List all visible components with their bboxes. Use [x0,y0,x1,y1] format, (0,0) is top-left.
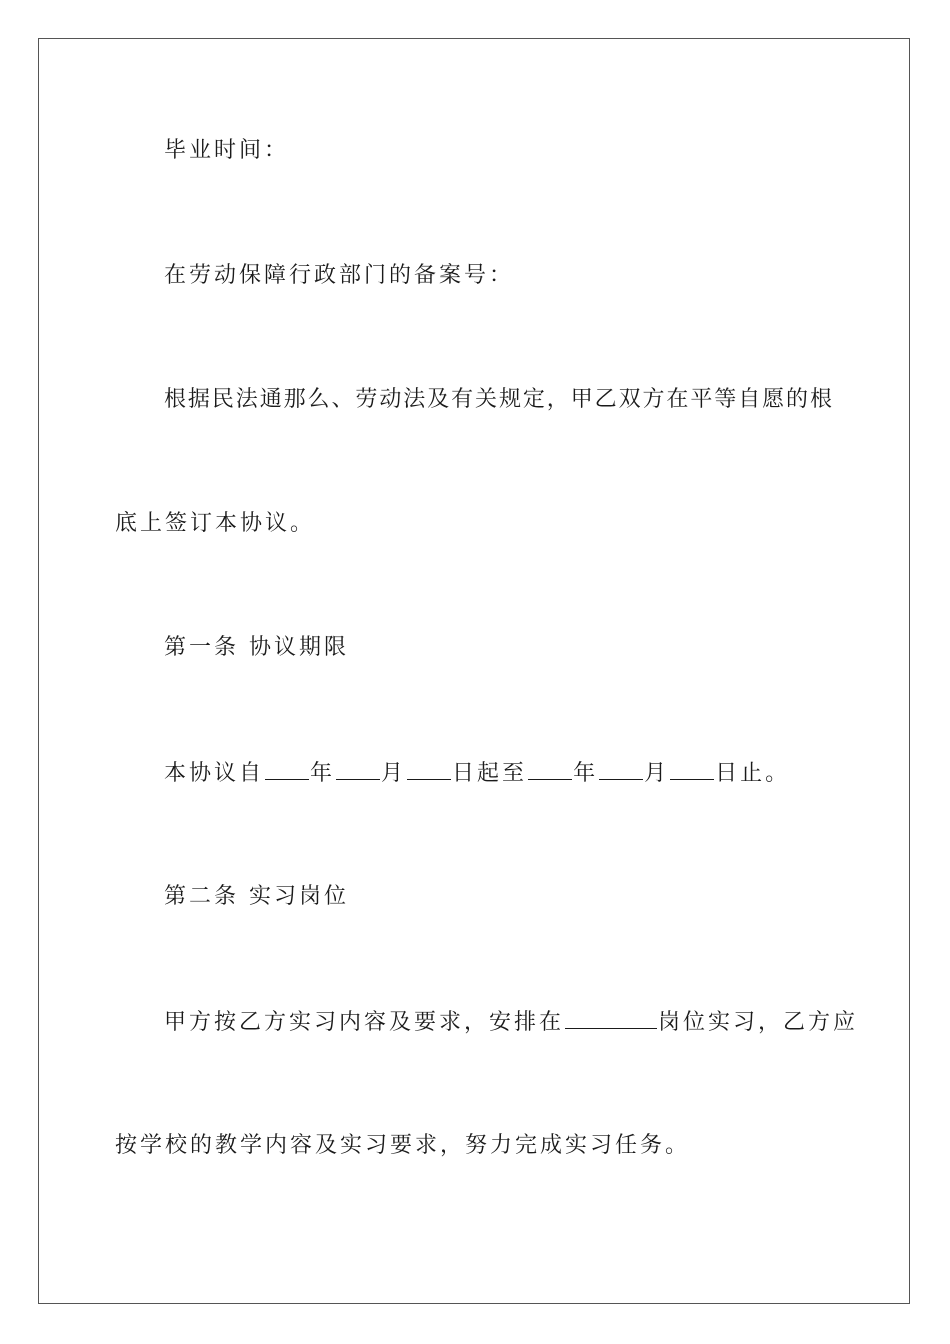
start-month-blank [336,759,380,780]
article-2-title: 实习岗位 [249,884,350,909]
preamble-line-1: 根据民法通那么、劳动法及有关规定，甲乙双方在平等自愿的根 [164,387,832,412]
term-day-2: 日止。 [715,761,791,786]
term-sentence [164,759,790,788]
term-year-1: 年 [310,761,336,786]
post-line-2: 按学校的教学内容及实习要求，努力完成实习任务。 [115,1133,691,1158]
post-line-1-prefix: 甲方按乙方实习内容及要求，安排在 [164,1010,565,1035]
term-prefix: 本协议自 [164,761,265,786]
post-line-1-suffix: 岗位实习，乙方应 [658,1010,859,1035]
start-year-blank [265,759,309,780]
post-line-1 [164,1008,858,1037]
article-1-number: 第一条 [164,635,240,660]
post-name-blank [565,1008,657,1029]
end-month-blank [599,759,643,780]
record-number-label: 在劳动保障行政部门的备案号： [164,263,515,288]
start-day-blank [407,759,451,780]
article-1-title: 协议期限 [249,635,350,660]
term-year-2: 年 [573,761,599,786]
page-frame [38,38,910,1304]
article-2-heading [164,883,349,911]
preamble-line-2: 底上签订本协议。 [115,511,316,536]
term-month-1: 月 [381,761,407,786]
end-year-blank [528,759,572,780]
end-day-blank [670,759,714,780]
term-day-1: 日起至 [452,761,528,786]
article-2-number: 第二条 [164,884,240,909]
article-1-heading [164,634,349,662]
graduation-time-label: 毕业时间： [164,138,290,163]
term-month-2: 月 [644,761,670,786]
